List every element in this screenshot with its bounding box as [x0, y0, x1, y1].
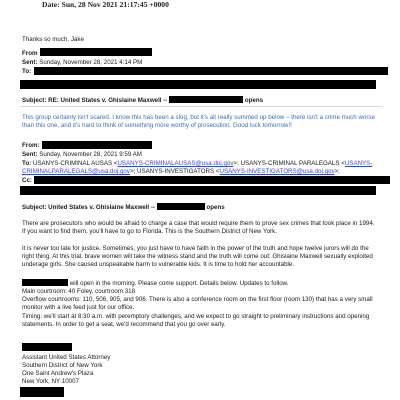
- timing: Timing: we'll start at 8:30 a.m. with peremptory challenges, and we expect to go straight to preliminary instructions and opening statements. In order to get a seat, we'd recommend that you go over early.: [22, 313, 370, 329]
- subject-text-end: opens: [244, 97, 264, 104]
- redaction: [157, 203, 205, 210]
- to-label: To:: [22, 160, 32, 167]
- thanks-line: Thanks so much, Jake: [22, 36, 84, 43]
- to-text: USANYS-CRIMINAL AUSAS <: [32, 160, 118, 167]
- sent-label: Sent:: [22, 151, 38, 158]
- email2-to-line1: [22, 160, 372, 168]
- to-text: >; USANYS-CRIMINAL PARALEGALS <: [233, 160, 345, 167]
- email2-sent: [22, 151, 142, 159]
- email1-to: [22, 68, 31, 76]
- email2-to-line2: [22, 168, 340, 176]
- open-text: will open in the morning. Please come support. Details below. Updates to follow.: [69, 280, 289, 287]
- signature-title: Assistant United States Attorney: [22, 354, 111, 361]
- sent-value: Sunday, November 28, 2021 9:59 AM: [39, 151, 142, 158]
- subject-label: Subject:: [22, 97, 47, 104]
- redaction: [20, 387, 64, 397]
- redaction: [169, 96, 243, 103]
- redaction: [20, 186, 376, 195]
- email1-from: [22, 50, 37, 58]
- redaction: [22, 279, 68, 286]
- sent-label: Sent:: [22, 59, 38, 66]
- redaction: [40, 48, 152, 56]
- from-label: From: [22, 50, 38, 57]
- cc-label: Cc:: [22, 177, 32, 184]
- email2-from: [22, 142, 40, 150]
- body-paragraph-2: It is never too late for justice. Sometimes, you just have to have faith in the power of the truth and hope twelve jurors will do the right thing. At this trial, brave women will take the witness stand and the truth will come out: Ghislaine Maxwell sexually exploited underage girls. She caused unspeakable harm to vulnerable kids. It is time to hold her accountable.: [22, 245, 373, 269]
- email2-cc: [22, 177, 32, 185]
- from-label: From:: [22, 142, 40, 149]
- date-line: Date: Sun, 28 Nov 2021 21:17:45 +0000: [42, 0, 169, 9]
- main-courtroom: Main courtroom: 40 Foley, courtroom 318: [22, 288, 136, 295]
- subject-text: RE: United States v. Ghislaine Maxwell --: [48, 97, 168, 104]
- signature-city: New York, NY 10007: [22, 378, 79, 385]
- email1-body: This group certainly isn't scared. I know this has been a slog, but it's all really summed up below – there isn't a crime much worse than this one, and it's hard to think of something more worthy of prosecution. Good luck tomorrow!!: [22, 114, 375, 130]
- redaction: [34, 67, 388, 75]
- subject-text: United States v. Ghislaine Maxwell --: [48, 204, 155, 211]
- redaction: [22, 343, 72, 351]
- redaction: [34, 176, 390, 184]
- email-link-investigators[interactable]: USANYS-INVESTIGATORS@usa.doj.gov: [219, 168, 335, 175]
- subject-text-end: opens: [206, 204, 225, 211]
- email1-subject: [22, 96, 263, 105]
- email-link-paralegals[interactable]: CRIMINALPARALEGALS@usa.doj.gov: [22, 168, 130, 175]
- body-paragraph-1: There are prosecutors who would be afraid to charge a case that would require them to prove sex crimes that took place in 1994. If you want to find them, you'll have to go to Florida. This is the Southern District of New York.: [22, 220, 375, 236]
- signature-office: Southern District of New York: [22, 362, 103, 369]
- to-label: To:: [22, 68, 32, 75]
- email-link-paralegals[interactable]: USANYS-: [344, 160, 373, 167]
- sent-value: Sunday, November 28, 2021 4:14 PM: [39, 59, 143, 66]
- email2-subject: [22, 203, 225, 212]
- redaction: [42, 141, 152, 149]
- redaction: [20, 80, 376, 89]
- overflow-courtrooms: Overflow courtrooms: 110, 506, 905, and 906. There is also a conference room on the first floor (room 130) that has a very small monitor with a live feed just for our office.: [22, 296, 373, 312]
- subject-label: Subject:: [22, 204, 47, 211]
- divider: [20, 106, 382, 107]
- email-link-criminal-ausas[interactable]: USANYS-CRIMINALAUSAS@usa.doj.gov: [117, 160, 234, 167]
- to-text: >; USANYS-INVESTIGATORS <: [129, 168, 220, 175]
- body-paragraph-3: [22, 279, 288, 288]
- signature-street: One Saint Andrew's Plaza: [22, 370, 94, 377]
- to-text: >;: [334, 168, 340, 175]
- email1-sent: [22, 59, 142, 67]
